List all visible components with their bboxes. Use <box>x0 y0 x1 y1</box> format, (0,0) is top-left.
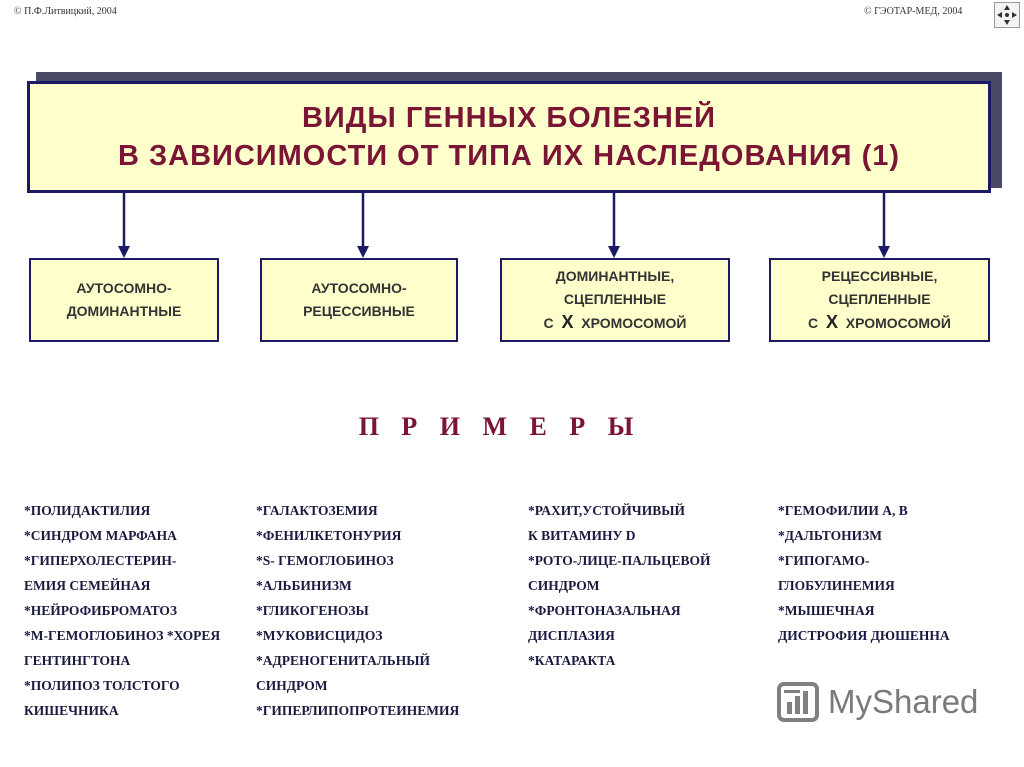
example-item: ГЕНТИНГТОНА <box>24 653 131 668</box>
example-item: ДИСПЛАЗИЯ <box>528 628 615 643</box>
myshared-logo[interactable] <box>776 680 986 724</box>
examples-column-3 <box>528 498 711 673</box>
example-item: *ФЕНИЛКЕТОНУРИЯ <box>256 528 402 543</box>
category-x-linked-recessive <box>769 258 990 342</box>
example-item: *СИНДРОМ МАРФАНА <box>24 528 177 543</box>
connector-arrows <box>0 0 1024 270</box>
example-item: *ГИПЕРХОЛЕСТЕРИН- <box>24 553 177 568</box>
x-chromosome-letter: X <box>561 312 574 332</box>
category-line: АУТОСОМНО- <box>311 280 407 296</box>
examples-column-4 <box>778 498 950 648</box>
category-x-linked-dominant <box>500 258 730 342</box>
example-item: *ГАЛАКТОЗЕМИЯ <box>256 503 378 518</box>
example-item: *РОТО-ЛИЦЕ-ПАЛЬЦЕВОЙ <box>528 553 711 568</box>
example-item: *МУКОВИСЦИДОЗ <box>256 628 383 643</box>
category-autosomal-dominant <box>29 258 219 342</box>
category-line: РЕЦЕССИВНЫЕ, <box>821 268 938 284</box>
examples-title: П Р И М Е Р Ы <box>358 412 642 441</box>
copyright-left: © П.Ф.Литвицкий, 2004 <box>14 6 117 17</box>
arrowhead-3 <box>608 246 620 258</box>
example-item: *М-ГЕМОГЛОБИНОЗ *ХОРЕЯ <box>24 628 221 643</box>
example-item: *ПОЛИПОЗ ТОЛСТОГО <box>24 678 180 693</box>
title-line-2: В ЗАВИСИМОСТИ ОТ ТИПА ИХ НАСЛЕДОВАНИЯ (1) <box>117 140 901 172</box>
category-line: ДОМИНАНТНЫЕ <box>66 303 182 319</box>
myshared-logo-text: MyShared <box>828 683 979 720</box>
example-item: *S- ГЕМОГЛОБИНОЗ <box>256 553 394 568</box>
arrowhead-4 <box>878 246 890 258</box>
arrowhead-2 <box>357 246 369 258</box>
example-item: *РАХИТ,УСТОЙЧИВЫЙ <box>528 503 685 518</box>
example-item: *ГИПЕРЛИПОПРОТЕИНЕМИЯ <box>256 703 460 718</box>
myshared-logo-icon <box>776 680 820 724</box>
example-item: *НЕЙРОФИБРОМАТОЗ <box>24 603 178 618</box>
example-item: *АДРЕНОГЕНИТАЛЬНЫЙ <box>256 653 430 668</box>
category-line: СЦЕПЛЕННЫЕ <box>828 291 931 307</box>
example-item: *ГЕМОФИЛИИ А, В <box>778 503 908 518</box>
category-line: СЦЕПЛЕННЫЕ <box>563 291 667 307</box>
example-item: КИШЕЧНИКА <box>24 703 119 718</box>
examples-column-2 <box>256 498 459 723</box>
x-chromosome-letter: X <box>825 312 838 332</box>
category-line-x <box>808 311 951 335</box>
example-item: *ГЛИКОГЕНОЗЫ <box>256 603 369 618</box>
category-suffix: ХРОМОСОМОЙ <box>581 315 687 331</box>
example-item: *ГИПОГАМО- <box>778 553 870 568</box>
example-item: ДИСТРОФИЯ ДЮШЕННА <box>778 628 950 643</box>
category-autosomal-recessive <box>260 258 458 342</box>
example-item: *ПОЛИДАКТИЛИЯ <box>24 503 151 518</box>
category-prefix: С <box>543 315 554 331</box>
category-line: РЕЦЕССИВНЫЕ <box>303 303 415 319</box>
example-item: ГЛОБУЛИНЕМИЯ <box>778 578 895 593</box>
example-item: *МЫШЕЧНАЯ <box>778 603 875 618</box>
category-line: ДОМИНАНТНЫЕ, <box>555 268 675 284</box>
example-item: СИНДРОМ <box>528 578 600 593</box>
category-line-x <box>544 311 687 335</box>
arrowhead-1 <box>118 246 130 258</box>
example-item: К ВИТАМИНУ D <box>528 528 636 543</box>
example-item: *ФРОНТОНАЗАЛЬНАЯ <box>528 603 681 618</box>
example-item: ЕМИЯ СЕМЕЙНАЯ <box>24 578 151 593</box>
category-suffix: ХРОМОСОМОЙ <box>845 315 951 331</box>
example-item: *АЛЬБИНИЗМ <box>256 578 352 593</box>
example-item: СИНДРОМ <box>256 678 328 693</box>
title-line-1: ВИДЫ ГЕННЫХ БОЛЕЗНЕЙ <box>301 102 717 134</box>
example-item: *КАТАРАКТА <box>528 653 616 668</box>
category-line: АУТОСОМНО- <box>76 280 172 296</box>
copyright-right: © ГЭОТАР-МЕД, 2004 <box>864 6 963 17</box>
category-prefix: С <box>808 315 819 331</box>
examples-column-1 <box>24 498 220 723</box>
example-item: *ДАЛЬТОНИЗМ <box>778 528 882 543</box>
